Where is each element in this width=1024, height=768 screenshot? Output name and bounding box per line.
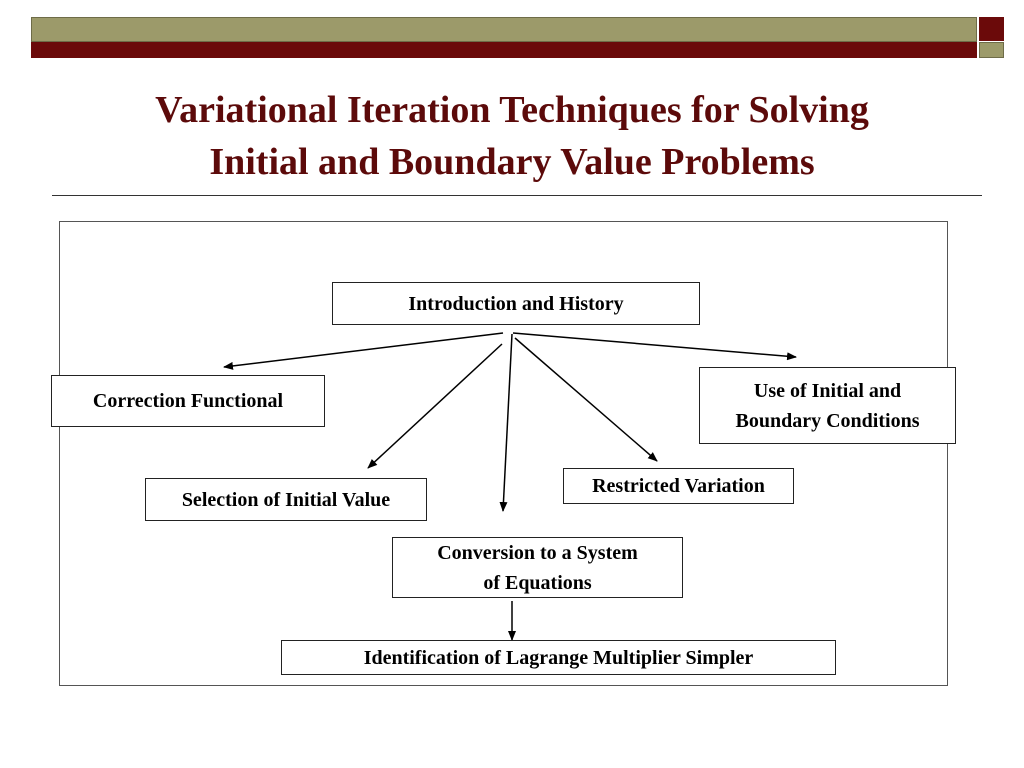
node-use-of-initial-and-boundary-conditions (699, 367, 956, 444)
slide-title-line-2: Initial and Boundary Value Problems (209, 141, 815, 183)
node-correction-functional (51, 375, 325, 427)
arrow-to-selection-of-initial-value (368, 344, 502, 468)
node-identification-of-lagrange-multiplier (281, 640, 836, 675)
arrow-to-correction-functional (224, 333, 503, 367)
slide-title-line-1: Variational Iteration Techniques for Solving (155, 89, 869, 131)
node-introduction-and-history (332, 282, 700, 325)
node-introduction-label: Introduction and History (408, 292, 624, 315)
node-use-initial-label-line-1: Use of Initial and (753, 379, 902, 402)
node-use-initial-label-line-2: Boundary Conditions (735, 409, 920, 432)
node-restricted-label: Restricted Variation (592, 475, 765, 497)
node-selection-label: Selection of Initial Value (181, 488, 391, 511)
node-selection-of-initial-value (145, 478, 427, 521)
arrow-to-conversion (503, 334, 512, 511)
node-correction-label: Correction Functional (92, 390, 284, 412)
node-conversion-label-line-2: of Equations (483, 571, 592, 594)
arrow-to-use-of-initial-conditions (513, 333, 796, 357)
arrow-to-restricted-variation (515, 338, 657, 461)
node-conversion-label-line-1: Conversion to a System (437, 541, 638, 564)
node-conversion-to-system-of-equations (392, 537, 683, 598)
node-restricted-variation (563, 468, 794, 504)
node-identification-label: Identification of Lagrange Multiplier Simpler (363, 646, 754, 669)
